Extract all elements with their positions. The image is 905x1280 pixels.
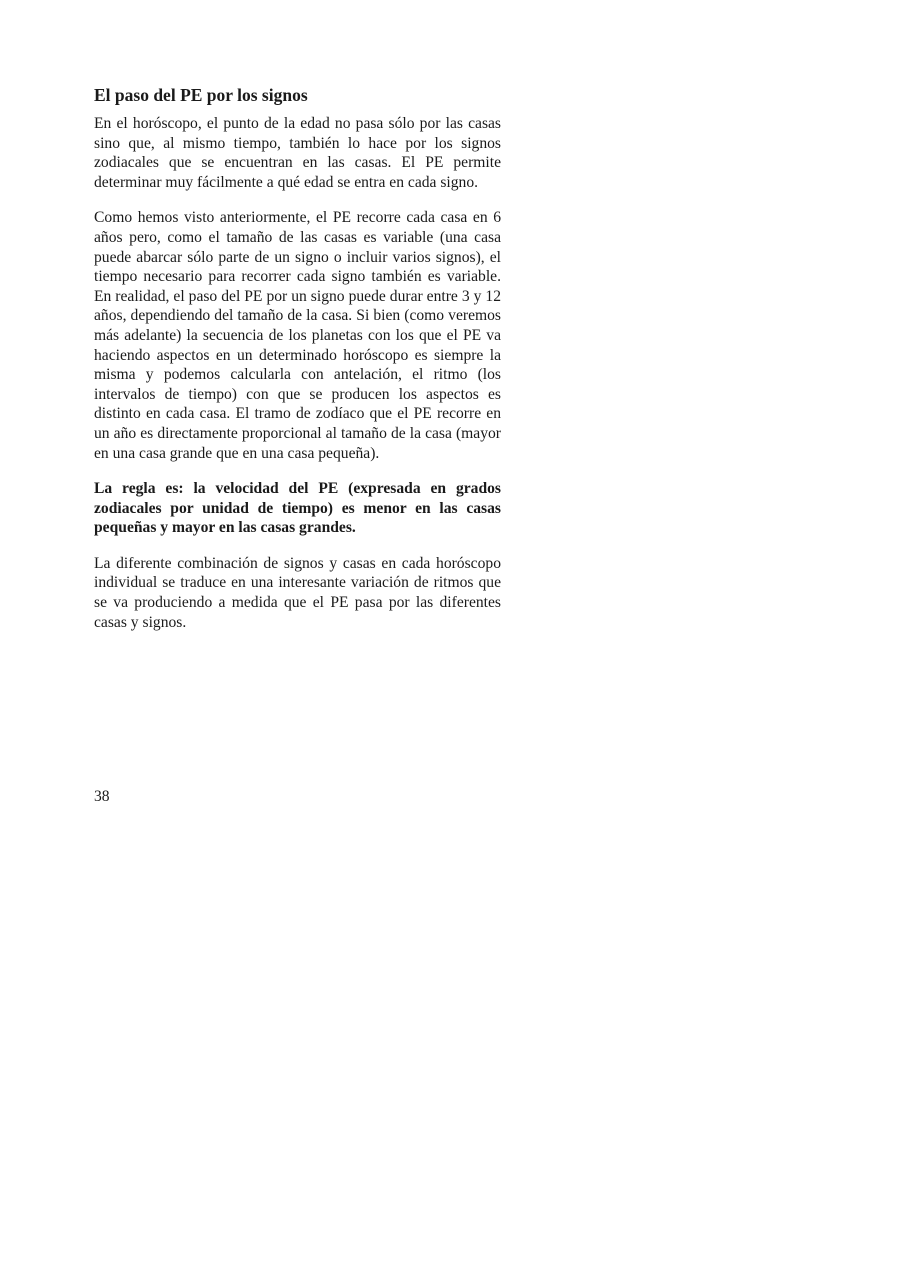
page-body bbox=[94, 84, 501, 648]
paragraph-explanation: Como hemos visto anteriormente, el PE recorre cada casa en 6 años pero, como el tamaño de las casas es variable (una casa puede abarcar sólo parte de un signo o incluir varios signos), el tiempo necesario para recorrer cada signo también es variable. En realidad, el paso del PE por un signo puede durar entre 3 y 12 años, dependiendo del tamaño de la casa. Si bien (como veremos más adelante) la secuencia de los planetas con los que el PE va haciendo aspectos en un determinado horóscopo es siempre la misma y podemos calcularla con antelación, el ritmo (los intervalos de tiempo) con que se producen los aspectos es distinto en cada casa. El tramo de zodíaco que el PE recorre en un año es directamente proporcional al tamaño de la casa (mayor en una casa grande que en una casa pequeña). bbox=[94, 209, 501, 462]
paragraph-intro: En el horóscopo, el punto de la edad no pasa sólo por las casas sino que, al mismo tiempo, también lo hace por los signos zodiacales que se encuentran en las casas. El PE permite determinar muy fácilmente a qué edad se entra en cada signo. bbox=[94, 115, 501, 191]
section-heading: El paso del PE por los signos bbox=[94, 85, 308, 105]
page-number: 38 bbox=[94, 788, 110, 805]
paragraph-conclusion: La diferente combinación de signos y casas en cada horóscopo individual se traduce en una interesante variación de ritmos que se va produciendo a medida que el PE pasa por las diferentes casas y signos. bbox=[94, 554, 501, 631]
paragraph-rule: La regla es: la velocidad del PE (expresada en grados zodiacales por unidad de tiempo) es menor en las casas pequeñas y mayor en las casas grandes. bbox=[94, 480, 501, 537]
